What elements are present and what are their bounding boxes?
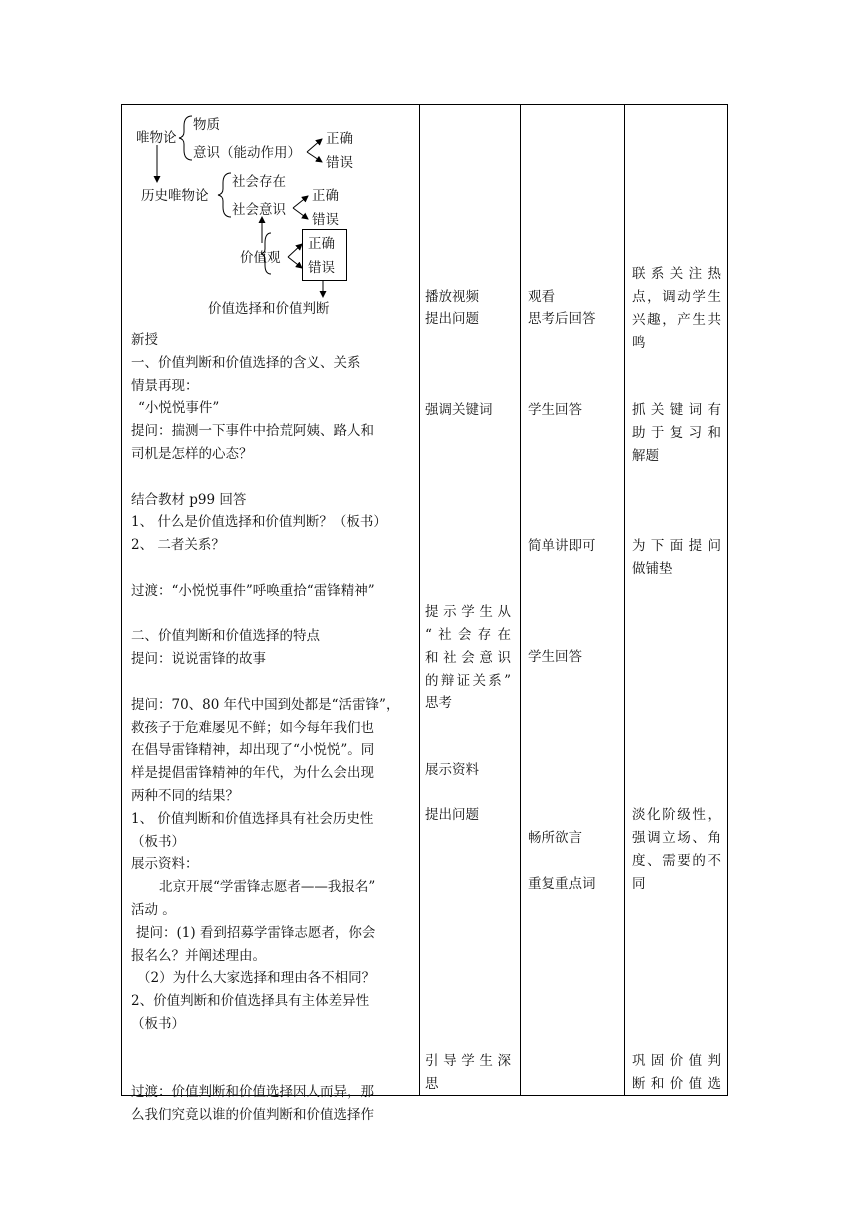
- text-line: 结合教材 p99 回答: [131, 491, 247, 508]
- text-line: 2、 二者关系？: [131, 537, 225, 554]
- text-line: 一、价值判断和价值选择的含义、关系: [131, 354, 361, 371]
- design-intent: [632, 399, 721, 445]
- text-line: 1、 什么是价值选择和价值判断？（板书）: [131, 514, 387, 531]
- text-line: “小悦悦事件”: [138, 400, 220, 417]
- column-divider: [624, 105, 625, 1095]
- text-line: [131, 1059, 411, 1082]
- label-jiazhiguan: 价值观: [240, 250, 281, 266]
- text-line: 兴趣，产生共: [632, 312, 721, 328]
- label-conclusion: 价值选择和价值判断: [208, 301, 330, 317]
- student-activity: 畅所欲言: [528, 830, 582, 846]
- design-intent: [632, 804, 721, 873]
- label-cuowu-2: 错误: [312, 212, 339, 228]
- text-line: （板书）: [131, 833, 185, 850]
- text-line: 报名么？并阐述理由。: [131, 947, 266, 964]
- student-activity: 重复重点词: [528, 876, 596, 892]
- label-cuowu-1: 错误: [326, 155, 353, 171]
- text-line: 断和价值选: [632, 1076, 721, 1092]
- text-line: 提示学生从: [425, 604, 511, 620]
- text-line: “社会存在: [425, 627, 511, 643]
- text-line: [131, 603, 411, 626]
- label-shehui-cunzai: 社会存在: [232, 174, 286, 190]
- teacher-activity: 提出问题: [425, 311, 479, 327]
- text-line: 新授: [131, 332, 158, 348]
- text-line: 北京开展“学雷锋志愿者——我报名”: [159, 879, 376, 896]
- teacher-activity: 思: [425, 1076, 439, 1092]
- text-line: 救孩子于危难屡见不鲜；如今每年我们也: [131, 719, 374, 736]
- label-weiwulun: 唯物论: [136, 130, 177, 146]
- text-line: 联系关注热: [632, 266, 721, 282]
- label-yishi: 意识（能动作用）: [193, 145, 301, 161]
- text-line: 淡化阶级性，: [632, 807, 721, 823]
- text-line: [131, 1036, 411, 1059]
- label-wuzhi: 物质: [193, 117, 220, 133]
- text-line: 为下面提问: [632, 538, 721, 554]
- label-zhengque-2: 正确: [312, 188, 339, 204]
- design-intent: [632, 1050, 721, 1096]
- label-zhengque-1: 正确: [326, 131, 353, 147]
- text-line: 情景再现：: [131, 377, 199, 394]
- design-intent: 解题: [632, 448, 659, 464]
- text-line: 样是提倡雷锋精神的年代，为什么会出现: [131, 765, 374, 782]
- label-zhengque-3: 正确: [308, 236, 335, 252]
- design-intent: 同: [632, 876, 646, 892]
- design-intent: 做铺垫: [632, 561, 673, 577]
- teacher-activity: 思考: [425, 695, 452, 711]
- teacher-activity: 展示资料: [425, 762, 479, 778]
- student-activity: 学生回答: [528, 649, 582, 665]
- text-line: 提问：(1) 看到招募学雷锋志愿者，你会: [136, 924, 376, 941]
- text-line: 过渡：“小悦悦事件”呼唤重拾“雷锋精神”: [131, 582, 375, 599]
- teacher-activity: 强调关键词: [425, 402, 493, 418]
- teacher-activity-guide: [425, 1050, 511, 1073]
- text-line: （2）为什么大家选择和理由各不相同？: [137, 970, 376, 987]
- text-line: 两种不同的结果？: [131, 787, 239, 804]
- teacher-activity: 播放视频: [425, 289, 479, 305]
- text-line: 二、价值判断和价值选择的特点: [131, 628, 320, 645]
- label-shehui-yishi: 社会意识: [232, 202, 286, 218]
- design-intent: [632, 535, 721, 558]
- text-line: [131, 466, 411, 489]
- label-cuowu-3: 错误: [308, 260, 335, 276]
- text-line: 强调立场、角: [632, 830, 721, 846]
- student-activity: 观看: [528, 289, 555, 305]
- text-line: 巩固价值判: [632, 1053, 721, 1069]
- text-line: 助于复习和: [632, 425, 721, 441]
- text-line: 提问：说说雷锋的故事: [131, 651, 266, 668]
- text-line: 抓关键词有: [632, 402, 721, 418]
- design-intent: [632, 263, 721, 332]
- column-divider: [419, 105, 420, 1095]
- text-line: 点，调动学生: [632, 289, 721, 305]
- design-intent: 鸣: [632, 335, 646, 351]
- text-line: [131, 557, 411, 580]
- teacher-activity: 提出问题: [425, 807, 479, 823]
- text-line: 提问：揣测一下事件中拾荒阿姨、路人和: [131, 423, 374, 440]
- text-line: 1、 价值判断和价值选择具有社会历史性: [131, 810, 374, 827]
- student-activity: 思考后回答: [528, 311, 596, 327]
- label-lishi: 历史唯物论: [141, 188, 209, 204]
- text-line: 的辩证关系”: [425, 673, 511, 689]
- text-line: 提问：70、80 年代中国到处都是“活雷锋”，: [131, 696, 400, 713]
- text-line: 过渡：价值判断和价值选择因人而异，那: [131, 1084, 374, 1101]
- student-activity: 学生回答: [528, 402, 582, 418]
- text-line: 活动 。: [131, 901, 176, 918]
- text-line: 引导学生深: [425, 1053, 511, 1069]
- text-line: 2、价值判断和价值选择具有主体差异性: [131, 993, 370, 1010]
- text-line: [131, 671, 411, 694]
- text-line: （板书）: [131, 1015, 185, 1032]
- text-line: 么我们究竟以谁的价值判断和价值选择作: [131, 1107, 374, 1124]
- text-line: 展示资料：: [131, 856, 199, 873]
- text-line: 度、需要的不: [632, 853, 721, 869]
- teacher-activity-hint: [425, 601, 511, 693]
- text-line: 和社会意识: [425, 650, 511, 666]
- student-activity: 简单讲即可: [528, 538, 596, 554]
- text-line: 司机是怎样的心态？: [131, 445, 253, 462]
- text-line: 在倡导雷锋精神，却出现了“小悦悦”。同: [131, 742, 375, 759]
- column-divider: [520, 105, 521, 1095]
- col1-content: [131, 329, 411, 1127]
